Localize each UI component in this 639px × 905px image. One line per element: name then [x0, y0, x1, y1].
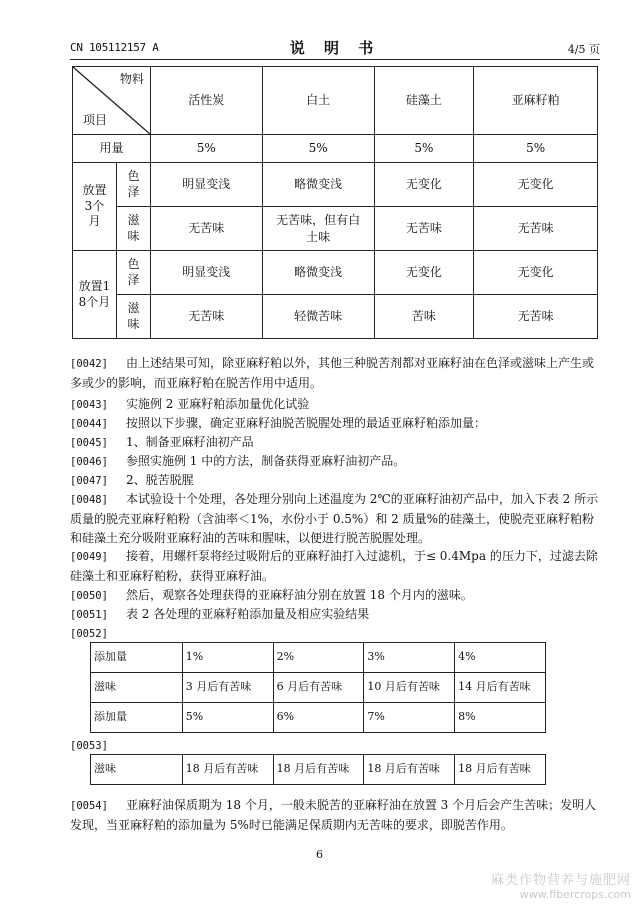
dose-cell: 5% [150, 135, 262, 163]
taste-cell: 18 月后有苦味 [364, 755, 455, 785]
result-cell: 明显变浅 [150, 251, 262, 295]
dose-cell: 5% [262, 135, 374, 163]
dosage-cell: 3% [364, 643, 455, 673]
table-row [91, 755, 546, 785]
result-cell: 无变化 [374, 163, 474, 207]
taste-cell: 14 月后有苦味 [455, 673, 546, 703]
paragraph-0045: [0045] 1、制备亚麻籽油初产品 [70, 435, 254, 449]
result-cell: 无苦味 [474, 207, 598, 251]
table-row [91, 703, 546, 733]
watermark-title: 麻类作物营养与施肥网 [490, 873, 631, 888]
paragraph-0044: [0044] 按照以下步骤，确定亚麻籽油脱苦脱腥处理的最适亚麻籽粕添加量： [70, 416, 486, 430]
paragraph-0043: [0043] 实施例 2 亚麻籽粕添加量优化试验 [70, 397, 310, 411]
watermark [491, 869, 631, 901]
group-label-3-months: 放置3个月 [73, 163, 117, 251]
result-cell: 无变化 [374, 251, 474, 295]
dose-cell: 5% [474, 135, 598, 163]
table-row [91, 643, 546, 673]
paragraph-0051: [0051] 表 2 各处理的亚麻籽粕添加量及相应实验结果 [70, 607, 370, 621]
table-debittering-agents [72, 66, 598, 339]
dose-cell: 5% [374, 135, 474, 163]
result-cell: 无苦味 [150, 295, 262, 339]
group-label-18-months: 放置18个月 [73, 251, 117, 339]
row-label-taste: 滋味 [116, 207, 150, 251]
paragraph-0053: [0053] [70, 740, 108, 752]
row-label-dosage: 添加量 [91, 643, 183, 673]
result-cell: 无苦味 [474, 295, 598, 339]
row-label-color: 色泽 [116, 251, 150, 295]
dose-label: 用量 [73, 135, 151, 163]
dosage-cell: 4% [455, 643, 546, 673]
paragraph-0042: [0042] 由上述结果可知，除亚麻籽粕以外，其他三种脱苦剂都对亚麻籽油在色泽或滋味上产生或多或少的影响，而亚麻籽粕在脱苦作用中适用。 [70, 356, 594, 390]
watermark-url: www.fibercrops.com [519, 888, 631, 901]
paragraph-0048: [0048] 本试验设十个处理，各处理分别向上述温度为 2℃的亚麻籽油初产品中，加入下表 2 所示质量的脱壳亚麻籽粕粉（含油率＜1%，水份小于 0.5%）和 2 质量%的硅藻土，使脱壳亚麻籽粕粉和硅藻土充分吸附亚麻籽油的苦味和腥味，以便进行脱苦脱腥处理。 [70, 492, 599, 545]
page-number: 6 [316, 848, 323, 861]
table-row [73, 163, 598, 207]
table-row [73, 207, 598, 251]
result-cell: 无变化 [474, 163, 598, 207]
dosage-cell: 2% [273, 643, 364, 673]
dosage-cell: 7% [364, 703, 455, 733]
dosage-cell: 5% [182, 703, 273, 733]
result-cell: 略微变浅 [262, 251, 374, 295]
paragraph-0049: [0049] 接着，用螺杆泵将经过吸附后的亚麻籽油打入过滤机，于≤ 0.4Mpa 的压力下，过滤去除硅藻土和亚麻籽粕粉，获得亚麻籽油。 [70, 549, 598, 583]
table-row [73, 251, 598, 295]
page-header [70, 38, 600, 60]
dosage-cell: 6% [273, 703, 364, 733]
material-header: 活性炭 [150, 67, 262, 135]
result-cell: 略微变浅 [262, 163, 374, 207]
taste-cell: 10 月后有苦味 [364, 673, 455, 703]
taste-cell: 18 月后有苦味 [273, 755, 364, 785]
result-cell: 无变化 [474, 251, 598, 295]
diagonal-header-cell [73, 67, 151, 135]
material-header: 亚麻籽粕 [474, 67, 598, 135]
table-row [91, 673, 546, 703]
taste-cell: 18 月后有苦味 [455, 755, 546, 785]
material-header: 硅藻土 [374, 67, 474, 135]
table-dosage-results-continued [90, 754, 546, 785]
row-label-taste: 滋味 [116, 295, 150, 339]
table-dosage-results [90, 642, 546, 733]
paragraph-0047: [0047] 2、脱苦脱腥 [70, 473, 194, 487]
row-label-dosage: 添加量 [91, 703, 183, 733]
result-cell: 无苦味 [374, 207, 474, 251]
table-row [73, 135, 598, 163]
paragraph-0050: [0050] 然后，观察各处理获得的亚麻籽油分别在放置 18 个月内的滋味。 [70, 588, 473, 602]
dosage-cell: 1% [182, 643, 273, 673]
document-id: CN 105112157 A [70, 41, 159, 54]
corner-label-item: 项目 [83, 112, 108, 127]
row-label-taste: 滋味 [91, 673, 183, 703]
result-cell: 无苦味 [150, 207, 262, 251]
paragraph-0052: [0052] [70, 628, 108, 640]
paragraph-0046: [0046] 参照实施例 1 中的方法，制备获得亚麻籽油初产品。 [70, 454, 406, 468]
document-title: 说 明 书 [289, 39, 381, 57]
taste-cell: 18 月后有苦味 [182, 755, 273, 785]
paragraph-0054: [0054] 亚麻籽油保质期为 18 个月，一般未脱苦的亚麻籽油在放置 3 个月后会产生苦味；发明人发现，当亚麻籽粕的添加量为 5%时已能满足保质期内无苦味的要求，即脱苦作用。 [70, 798, 597, 832]
dosage-cell: 8% [455, 703, 546, 733]
result-cell: 无苦味，但有白土味 [262, 207, 374, 251]
material-header: 白土 [262, 67, 374, 135]
page-info: 4/5 页 [567, 43, 600, 56]
row-label-taste: 滋味 [91, 755, 183, 785]
row-label-color: 色泽 [116, 163, 150, 207]
table-row [73, 67, 598, 135]
corner-label-material: 物料 [119, 72, 144, 86]
result-cell: 轻微苦味 [262, 295, 374, 339]
result-cell: 苦味 [374, 295, 474, 339]
taste-cell: 6 月后有苦味 [273, 673, 364, 703]
table-row [73, 295, 598, 339]
result-cell: 明显变浅 [150, 163, 262, 207]
taste-cell: 3 月后有苦味 [182, 673, 273, 703]
